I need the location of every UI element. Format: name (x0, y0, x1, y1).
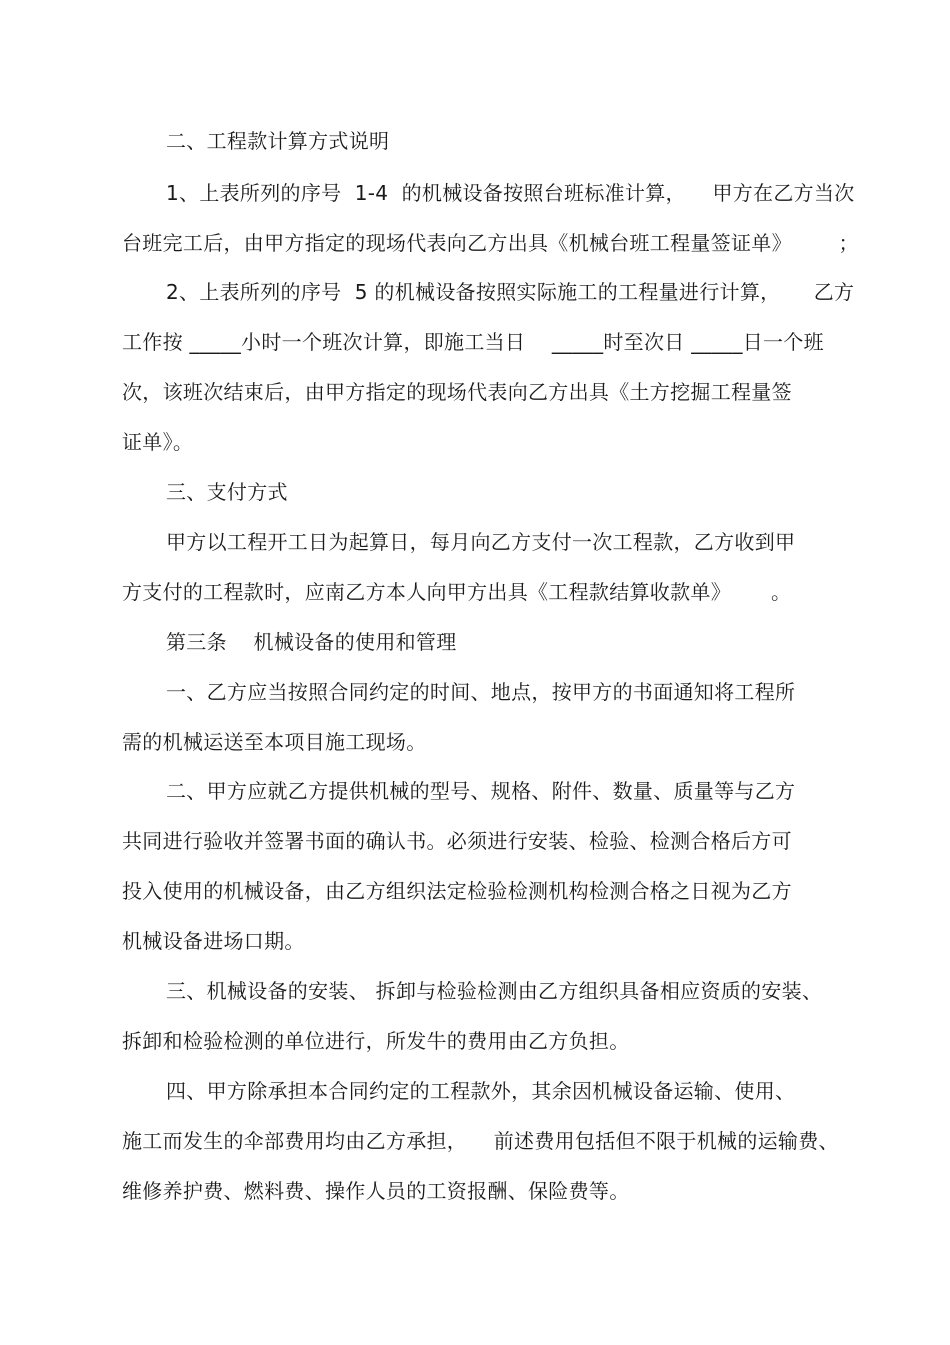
paragraph-line: 方支付的工程款时，应南乙方本人向甲方出具《工程款结算收款单》 。 (122, 580, 792, 604)
paragraph-line: 需的机械运送至本项目施工现场。 (122, 730, 427, 754)
paragraph-line: 共同进行验收并签署书面的确认书。必须进行安装、检验、检测合格后方可 (122, 829, 792, 853)
article-heading: 第三条 机械设备的使用和管理 (166, 630, 457, 654)
paragraph-line: 投入使用的机械设备，由乙方组织法定检验检测机构检测合格之日视为乙方 (122, 879, 792, 903)
paragraph-line: 一、乙方应当按照合同约定的时间、地点，按甲方的书面通知将工程所 (166, 680, 796, 704)
paragraph-line: 2、上表所列的序号 5 的机械设备按照实际施工的工程量进行计算， 乙方 (166, 280, 855, 304)
paragraph-line: 次，该班次结束后，由甲方指定的现场代表向乙方出具《土方挖掘工程量签 (122, 380, 792, 404)
paragraph-line: 施工而发生的伞部费用均由乙方承担， 前述费用包括但不限于机械的运输费、 (122, 1129, 839, 1153)
section-heading: 三、支付方式 (166, 480, 288, 504)
paragraph-line: 三、机械设备的安装、 拆卸与检验检测由乙方组织具备相应资质的安装、 (166, 979, 823, 1003)
section-heading: 二、工程款计算方式说明 (166, 129, 390, 153)
paragraph-line: 二、甲方应就乙方提供机械的型号、规格、附件、数量、质量等与乙方 (166, 779, 796, 803)
paragraph-line: 维修养护费、燃料费、操作人员的工资报酬、保险费等。 (122, 1179, 630, 1203)
paragraph-line: 甲方以工程开工日为起算日，每月向乙方支付一次工程款，乙方收到甲 (166, 530, 796, 554)
paragraph-line: 机械设备进场口期。 (122, 929, 305, 953)
paragraph-line: 证单》。 (122, 430, 194, 454)
paragraph-line: 工作按 _____小时一个班次计算，即施工当日 _____时至次日 _____日一个班 (122, 330, 824, 354)
paragraph-line: 拆卸和检验检测的单位进行，所发牛的费用由乙方负担。 (122, 1029, 630, 1053)
paragraph-line: 1、上表所列的序号 1-4 的机械设备按照台班标准计算， 甲方在乙方当次 (166, 181, 855, 205)
paragraph-line: 四、甲方除承担本合同约定的工程款外，其余因机械设备运输、使用、 (166, 1079, 796, 1103)
paragraph-line: 台班完工后，由甲方指定的现场代表向乙方出具《机械台班工程量签证单》 ； (122, 231, 859, 255)
